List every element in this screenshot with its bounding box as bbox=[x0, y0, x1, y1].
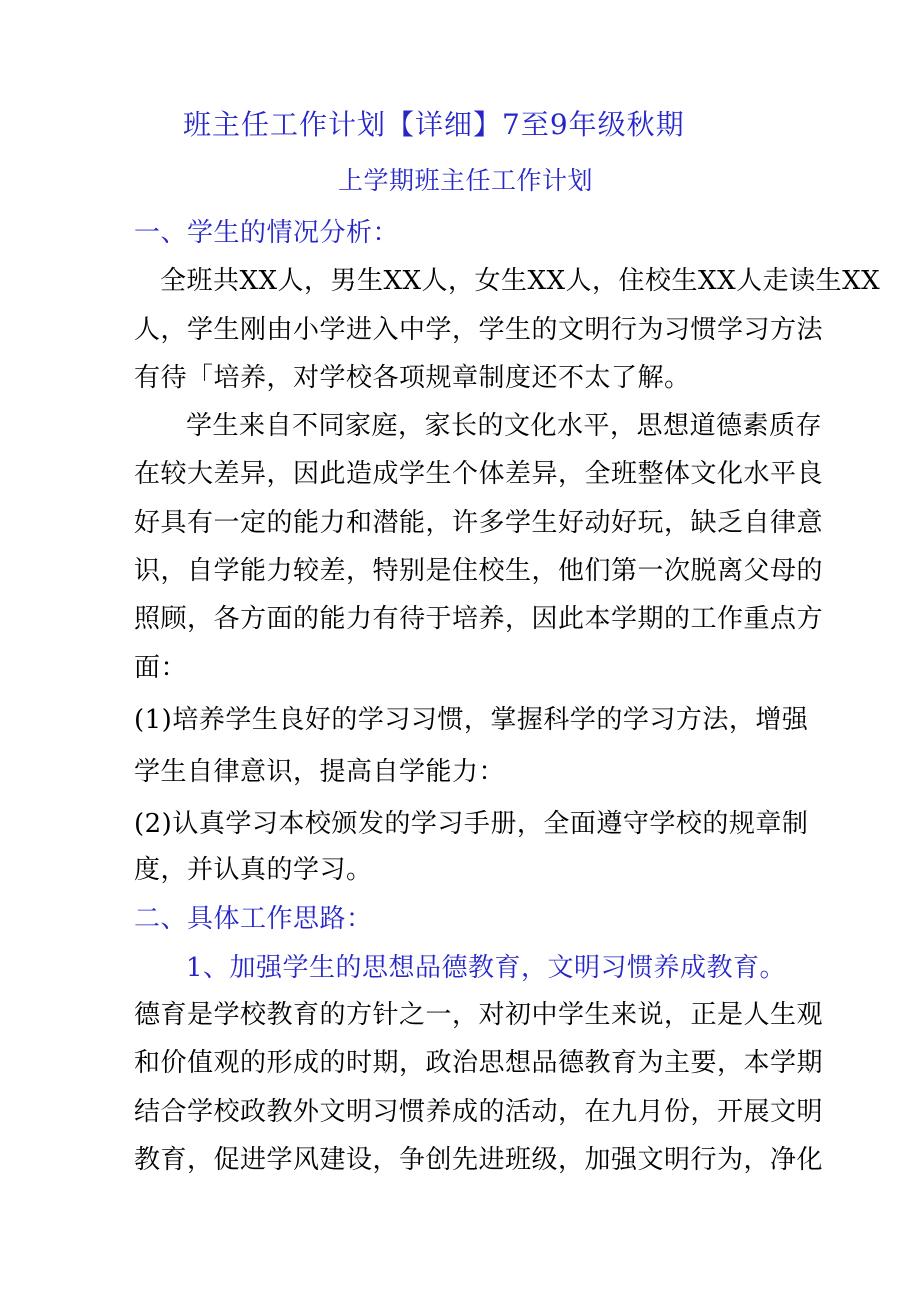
list-item-line: (2)认真学习本校颁发的学习手册，全面遵守学校的规章制 bbox=[134, 809, 809, 839]
paragraph-line: 学生来自不同家庭，家长的文化水平，思想道德素质存 bbox=[186, 411, 823, 441]
document-subtitle: 上学期班主任工作计划 bbox=[338, 166, 594, 195]
section-1-heading: 一、学生的情况分析： bbox=[134, 218, 400, 248]
paragraph-line: 有待「培养，对学校各项规章制度还不太了解。 bbox=[134, 363, 691, 393]
section-2-subheading: 1、加强学生的思想品德教育，文明习惯养成教育。 bbox=[186, 953, 787, 983]
paragraph-line: 全班共XX人，男生XX人，女生XX人，住校生XX人走读生XX bbox=[160, 266, 881, 296]
paragraph-line: 教育，促进学风建设，争创先进班级，加强文明行为，净化 bbox=[134, 1145, 824, 1175]
paragraph-line: 识，自学能力较差，特别是住校生，他们第一次脱离父母的 bbox=[134, 556, 824, 586]
paragraph-line: 好具有一定的能力和潜能，许多学生好动好玩，缺乏自律意 bbox=[134, 508, 824, 538]
list-item-line: 学生自律意识，提高自学能力： bbox=[134, 757, 506, 787]
paragraph-line: 和价值观的形成的时期，政治思想品德教育为主要，本学期 bbox=[134, 1048, 824, 1078]
paragraph-line: 结合学校政教外文明习惯养成的活动，在九月份，开展文明 bbox=[134, 1097, 824, 1127]
list-item-line: (1)培养学生良好的学习习惯，掌握科学的学习方法，增强 bbox=[134, 705, 809, 735]
paragraph-line: 面： bbox=[134, 653, 188, 683]
paragraph-line: 在较大差异，因此造成学生个体差异，全班整体文化水平良 bbox=[134, 459, 824, 489]
section-2-heading: 二、具体工作思路： bbox=[134, 904, 373, 934]
document-title: 班主任工作计划【详细】7至9年级秋期 bbox=[183, 108, 685, 141]
paragraph-line: 人，学生刚由小学进入中学，学生的文明行为习惯学习方法 bbox=[134, 315, 824, 345]
paragraph-line: 德育是学校教育的方针之一，对初中学生来说，正是人生观 bbox=[134, 1000, 824, 1030]
paragraph-line: 照顾，各方面的能力有待于培养，因此本学期的工作重点方 bbox=[134, 604, 824, 634]
list-item-line: 度，并认真的学习。 bbox=[134, 855, 373, 885]
